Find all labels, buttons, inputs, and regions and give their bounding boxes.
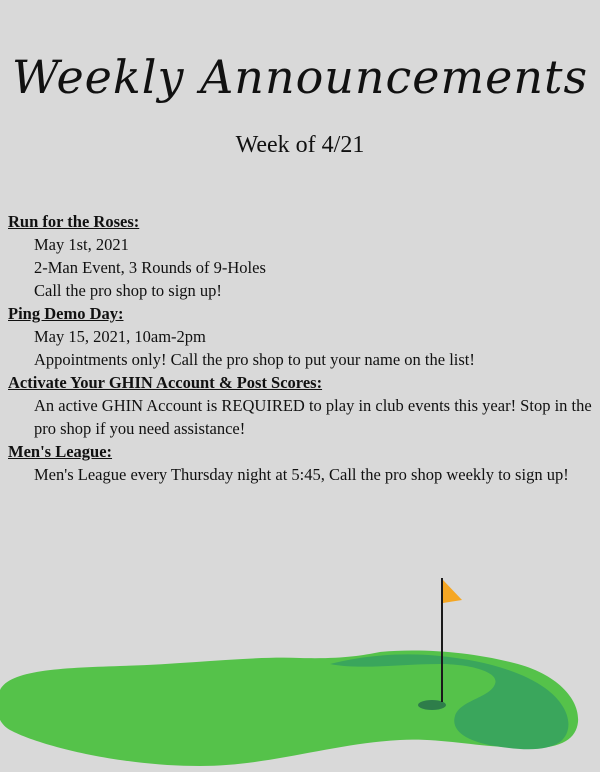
- section-line: Call the pro shop to sign up!: [34, 281, 222, 300]
- announcement-section: [8, 302, 598, 371]
- page-subtitle: Week of 4/21: [235, 132, 365, 158]
- section-heading: Men's League:: [8, 442, 113, 461]
- section-line: Men's League every Thursday night at 5:45, Call the pro shop weekly to sign up!: [34, 465, 569, 484]
- section-line: 2-Man Event, 3 Rounds of 9-Holes: [34, 258, 266, 277]
- section-heading: Activate Your GHIN Account & Post Scores:: [8, 373, 323, 392]
- page-title: Weekly Announcements: [11, 50, 589, 104]
- section-heading: Run for the Roses:: [8, 212, 140, 231]
- section-line: May 15, 2021, 10am-2pm: [34, 327, 206, 346]
- section-line: An active GHIN Account is REQUIRED to play in club events this year! Stop in the pro shop if you need assistance!: [34, 396, 592, 438]
- golf-flag-icon: [443, 580, 462, 603]
- section-line: May 1st, 2021: [34, 235, 129, 254]
- announcement-section: [8, 210, 598, 302]
- section-line: Appointments only! Call the pro shop to put your name on the list!: [34, 350, 475, 369]
- announcements-list: [8, 210, 598, 486]
- putting-green-illustration: [0, 560, 600, 772]
- announcement-section: [8, 371, 598, 440]
- section-heading: Ping Demo Day:: [8, 304, 124, 323]
- announcement-section: [8, 440, 598, 486]
